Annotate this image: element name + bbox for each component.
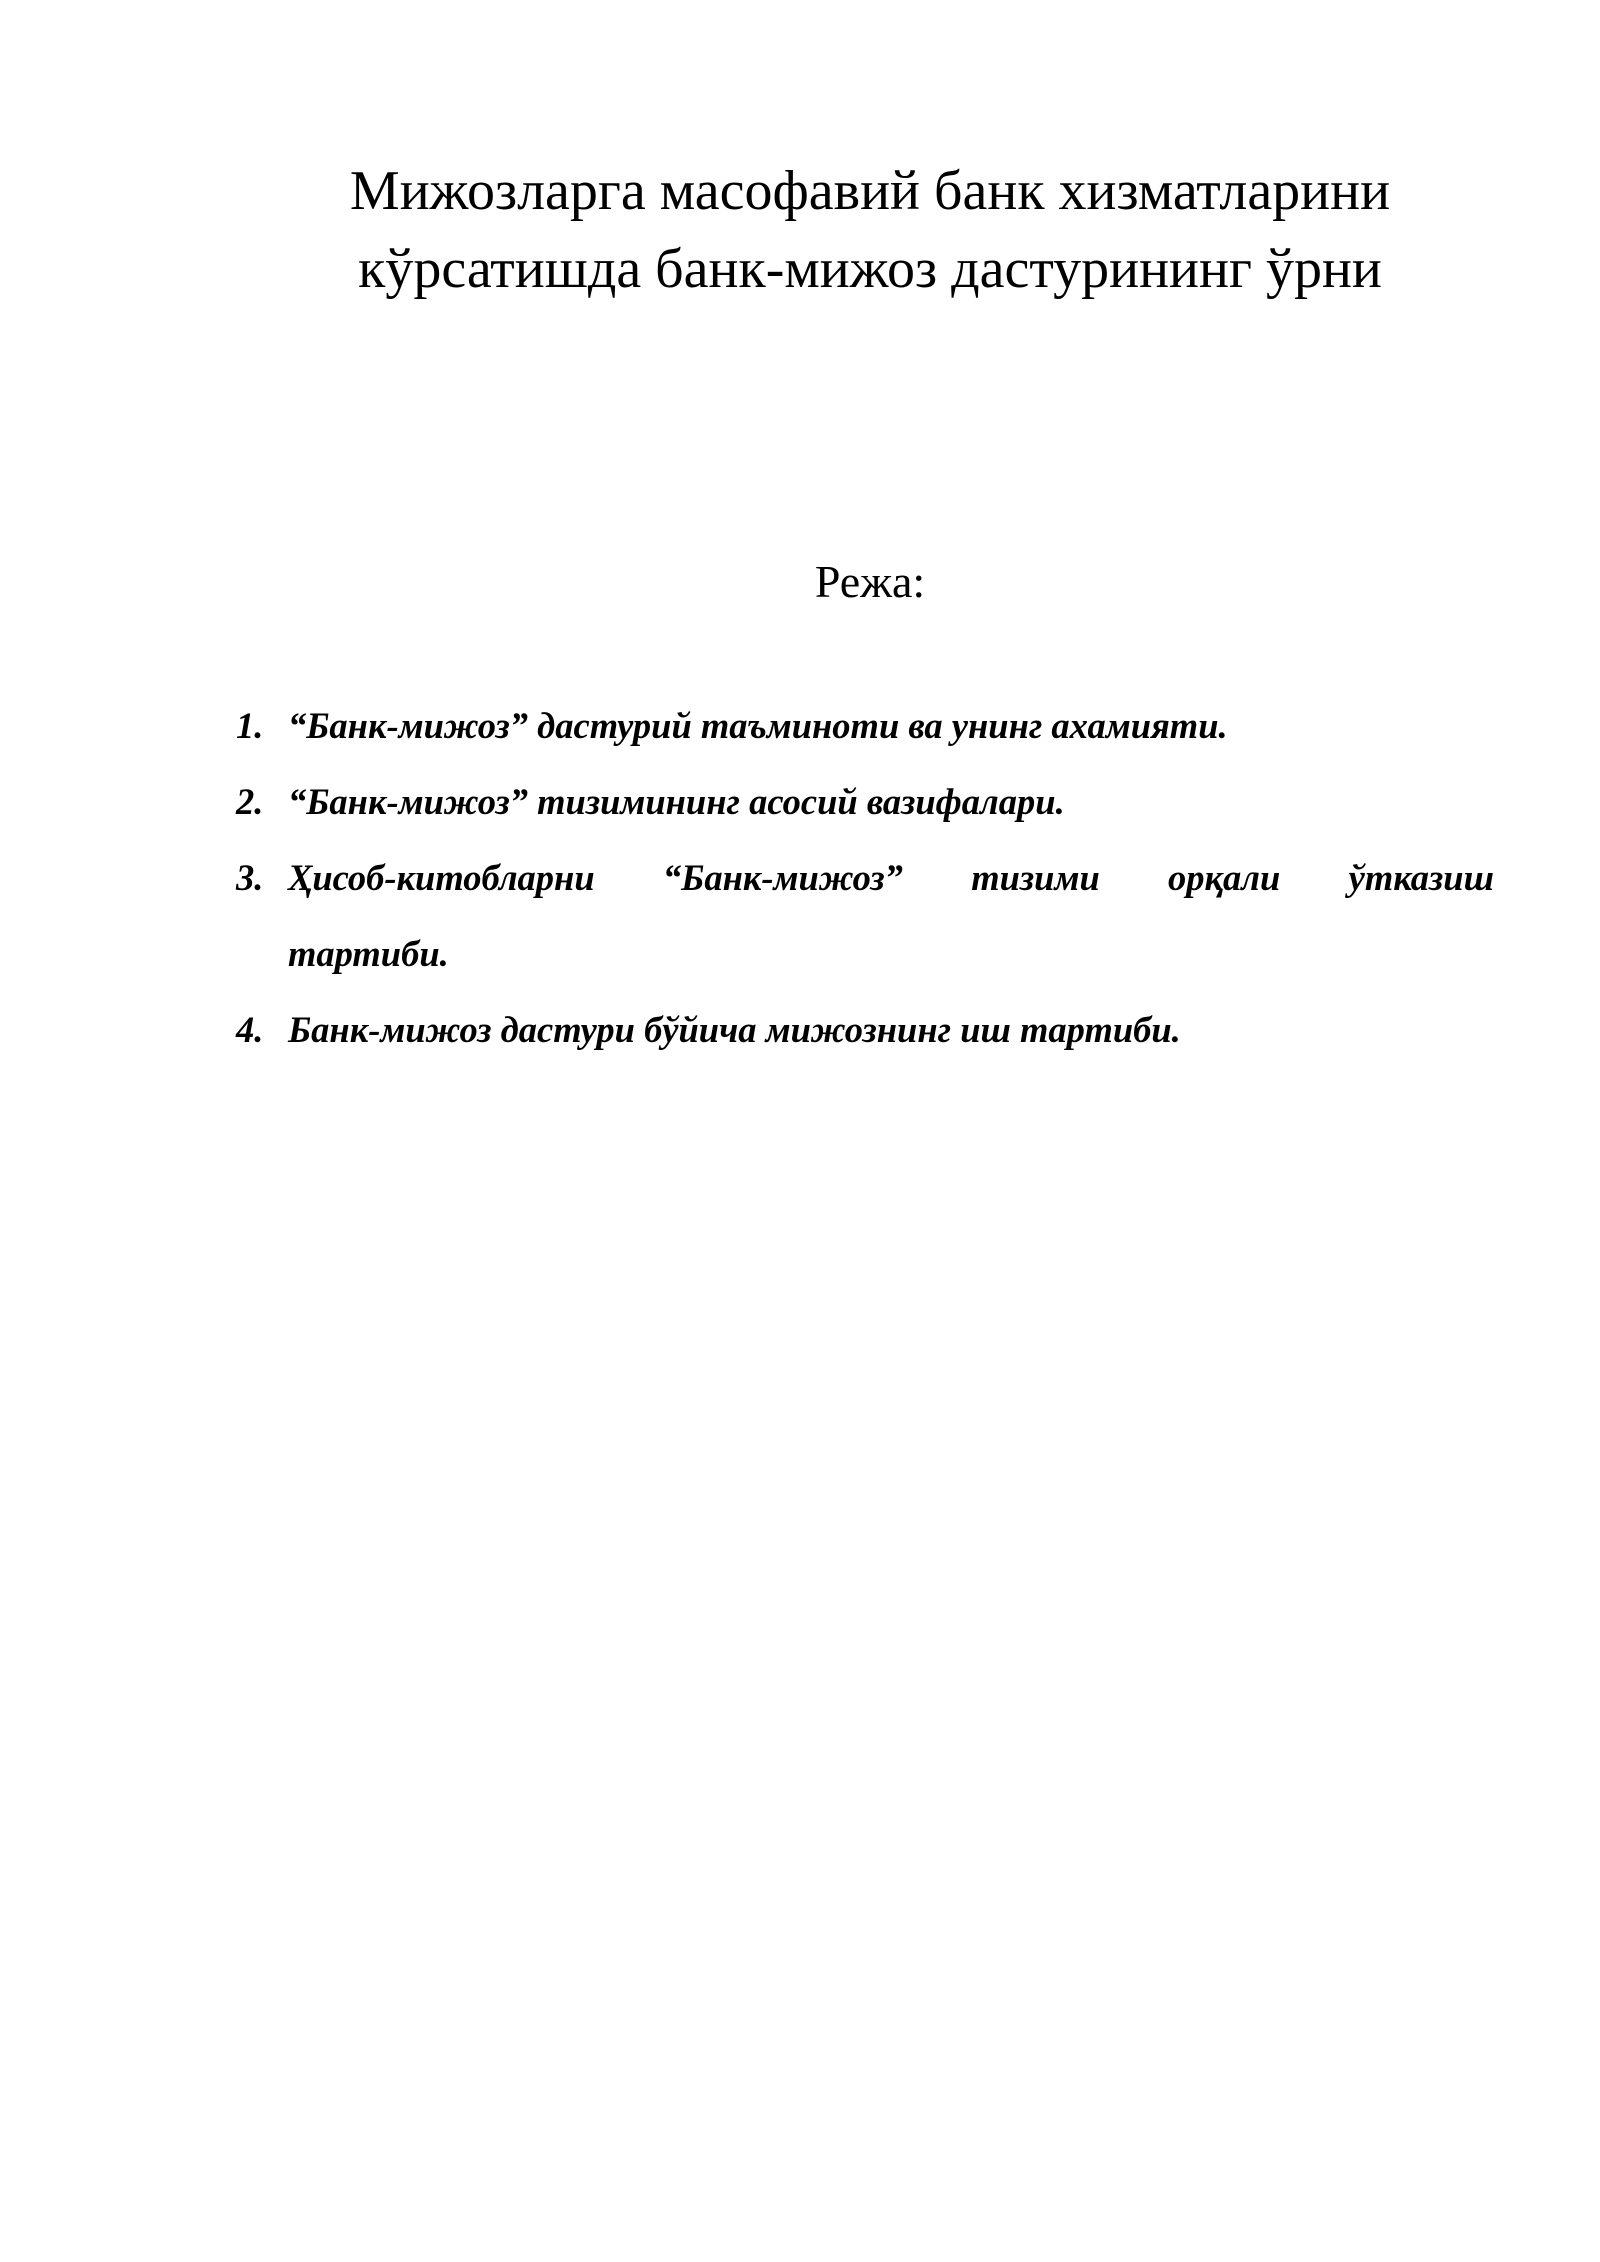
title-line-1: Мижозларга масофавий банк хизматларини — [349, 160, 1391, 222]
title-line-2: кўрсатишда банк-мижоз дастурининг ўрни — [358, 238, 1382, 300]
plan-item-2 — [236, 764, 1494, 840]
plan-item-1 — [236, 688, 1494, 764]
plan-item-text-line-2: тартиби. — [288, 933, 449, 974]
plan-item-4 — [236, 992, 1494, 1068]
plan-heading: Режа: — [814, 556, 926, 607]
plan-item-text: Банк-мижоз дастури бўйича мижознинг иш тартиби. — [288, 1009, 1181, 1050]
plan-item-number: 1. — [236, 705, 264, 746]
plan-item-number: 2. — [236, 781, 264, 822]
plan-item-number: 3. — [236, 857, 264, 898]
document-title — [200, 152, 1540, 308]
plan-item-text-line-1: Ҳисоб-китобларни “Банк-мижоз” тизими орқали ўтказиш — [288, 857, 1494, 898]
plan-item-number: 4. — [236, 1009, 264, 1050]
plan-item-3 — [236, 840, 1494, 992]
plan-item-text: “Банк-мижоз” дастурий таъминоти ва унинг ахамияти. — [288, 705, 1228, 746]
plan-item-text: “Банк-мижоз” тизимининг асосий вазифалари. — [288, 781, 1065, 822]
plan-list — [236, 688, 1494, 1068]
